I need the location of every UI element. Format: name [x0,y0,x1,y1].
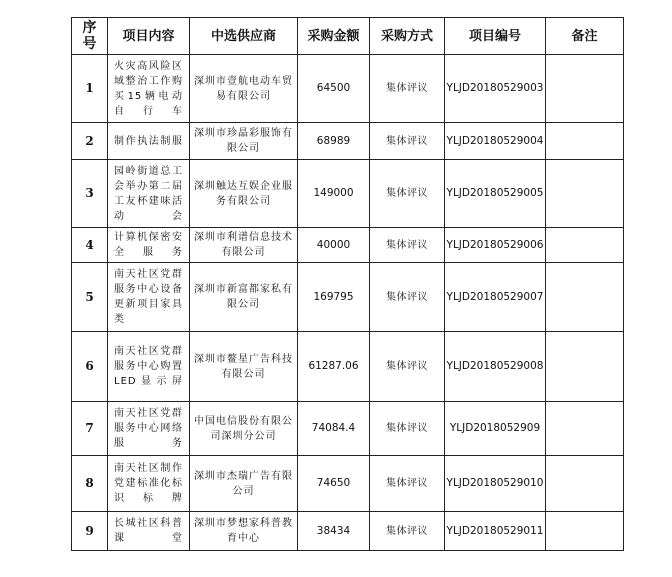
row-supplier: 深圳市新富都家私有限公司 [190,263,298,332]
row-amount: 149000 [298,160,370,228]
row-method: 集体评议 [370,402,445,456]
row-note [546,263,624,332]
header-note: 备注 [546,18,624,55]
row-supplier: 深圳市珍晶彩服饰有限公司 [190,123,298,160]
table-row [72,456,624,512]
row-amount: 74084.4 [298,402,370,456]
row-content: 制作执法制服 [108,123,190,160]
row-method: 集体评议 [370,263,445,332]
table-row [72,228,624,263]
row-seq: 5 [72,263,108,332]
table-row [72,512,624,551]
row-content: 长城社区科普课堂 [108,512,190,551]
row-seq: 8 [72,456,108,512]
row-content: 园岭街道总工会举办第二届工友杯建味活动会 [108,160,190,228]
header-supplier: 中选供应商 [190,18,298,55]
row-seq: 1 [72,55,108,123]
row-code: YLJD20180529003 [445,55,546,123]
header-code: 项目编号 [445,18,546,55]
row-supplier: 深圳市壹航电动车贸易有限公司 [190,55,298,123]
row-code: YLJD20180529008 [445,332,546,402]
row-amount: 169795 [298,263,370,332]
row-method: 集体评议 [370,160,445,228]
table-header-row [72,18,624,55]
row-note [546,512,624,551]
row-note [546,402,624,456]
row-seq: 7 [72,402,108,456]
row-amount: 74650 [298,456,370,512]
table-row [72,123,624,160]
header-content: 项目内容 [108,18,190,55]
row-method: 集体评议 [370,228,445,263]
header-seq: 序号 [72,18,108,55]
header-method: 采购方式 [370,18,445,55]
row-supplier: 深圳市利谱信息技术有限公司 [190,228,298,263]
row-method: 集体评议 [370,123,445,160]
header-amount: 采购金额 [298,18,370,55]
row-seq: 3 [72,160,108,228]
row-code: YLJD20180529010 [445,456,546,512]
row-method: 集体评议 [370,55,445,123]
row-note [546,332,624,402]
row-supplier: 中国电信股份有限公司深圳分公司 [190,402,298,456]
row-note [546,228,624,263]
table-row [72,160,624,228]
row-supplier: 深圳触达互娱企业服务有限公司 [190,160,298,228]
table-row [72,55,624,123]
row-amount: 64500 [298,55,370,123]
row-supplier: 深圳市鳌星广告科技有限公司 [190,332,298,402]
procurement-table [71,17,624,551]
table-row [72,402,624,456]
row-note [546,160,624,228]
row-content: 火灾高风险区域整治工作购买15辆电动自行车 [108,55,190,123]
row-content: 南天社区党群服务中心设备更新项目家具类 [108,263,190,332]
row-amount: 61287.06 [298,332,370,402]
row-code: YLJD2018052909 [445,402,546,456]
row-amount: 40000 [298,228,370,263]
row-seq: 2 [72,123,108,160]
row-supplier: 深圳市杰瑞广告有限公司 [190,456,298,512]
row-seq: 9 [72,512,108,551]
row-seq: 6 [72,332,108,402]
row-code: YLJD20180529006 [445,228,546,263]
row-content: 南天社区制作党建标准化标识标牌 [108,456,190,512]
row-note [546,123,624,160]
row-method: 集体评议 [370,456,445,512]
row-code: YLJD20180529007 [445,263,546,332]
table-row [72,332,624,402]
row-code: YLJD20180529004 [445,123,546,160]
table-row [72,263,624,332]
row-code: YLJD20180529011 [445,512,546,551]
row-seq: 4 [72,228,108,263]
row-content: 计算机保密安全服务 [108,228,190,263]
row-content: 南天社区党群服务中心购置LED显示屏 [108,332,190,402]
row-method: 集体评议 [370,512,445,551]
row-code: YLJD20180529005 [445,160,546,228]
row-note [546,55,624,123]
row-content: 南天社区党群服务中心网络服务 [108,402,190,456]
row-amount: 38434 [298,512,370,551]
row-note [546,456,624,512]
row-amount: 68989 [298,123,370,160]
procurement-table-wrapper [71,17,624,551]
row-supplier: 深圳市梦想家科普教育中心 [190,512,298,551]
row-method: 集体评议 [370,332,445,402]
